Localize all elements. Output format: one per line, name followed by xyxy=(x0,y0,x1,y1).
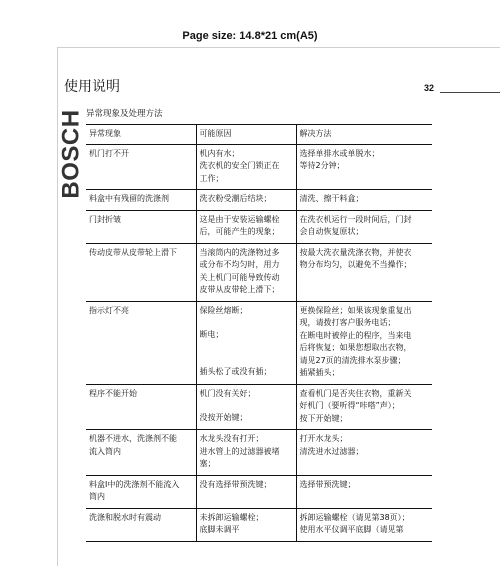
solution-cell xyxy=(296,144,432,190)
section-title: 异常现象及处理方法 xyxy=(86,109,163,119)
cause-cell xyxy=(196,430,296,476)
cell-text: 机门没有关好； xyxy=(199,388,256,398)
symptom-cell xyxy=(86,475,196,508)
symptom-cell xyxy=(86,301,196,384)
cell-text: 塞； xyxy=(199,459,216,468)
cell-text: 现，请拨打客户服务电话； xyxy=(299,318,396,327)
cell-text: 好机门（要听得“咔嗒”声）； xyxy=(299,401,400,410)
solution-cell xyxy=(296,301,432,384)
solution-cell xyxy=(296,190,432,211)
solution-cell xyxy=(296,430,432,476)
cell-text: 传动皮带从皮带轮上滑下 xyxy=(89,247,177,257)
cell-text: 拆卸运输螺栓（请见第38页）； xyxy=(299,512,410,522)
troubleshooting-table xyxy=(86,124,432,542)
table-row xyxy=(86,144,432,190)
column-header-cause: 可能原因 xyxy=(196,125,296,145)
cause-cell xyxy=(196,384,296,430)
cell-text: 清洗、擦干料盒； xyxy=(299,194,364,203)
table-row xyxy=(86,475,432,508)
table-row xyxy=(86,243,432,301)
cell-text: 选择带预洗键； xyxy=(299,479,356,489)
cell-text: 底脚未调平 xyxy=(199,525,240,534)
table-row xyxy=(86,301,432,384)
cell-text: 程序不能开始 xyxy=(89,388,137,398)
cause-cell xyxy=(196,144,296,190)
cell-text: 后将恢复；如果您想取出衣物， xyxy=(299,343,412,352)
column-header-solution: 解决方法 xyxy=(296,125,432,145)
cell-text: 在洗衣机运行一段时间后，门封 xyxy=(299,214,412,224)
cell-text: 流入筒内 xyxy=(89,446,121,456)
cell-text: 物分布均匀，以避免不当操作； xyxy=(299,260,412,269)
table-row xyxy=(86,384,432,430)
cell-text: 按下开始键； xyxy=(299,413,348,423)
cause-cell xyxy=(196,508,296,541)
page-frame-top-line xyxy=(57,47,500,48)
symptom-cell xyxy=(86,430,196,476)
cell-text: 选择单排水或单脱水； xyxy=(299,148,380,158)
symptom-cell xyxy=(86,144,196,190)
cell-text: 当滚筒内的洗涤物过多 xyxy=(199,247,280,257)
cell-text: 插紧插头； xyxy=(299,368,340,377)
cell-text: 料盒I中的洗涤剂不能流入 xyxy=(89,479,180,489)
cell-text: 料盒中有残留的洗涤剂 xyxy=(89,194,169,203)
table-row xyxy=(86,210,432,243)
symptom-cell xyxy=(86,384,196,430)
cell-text: 请见27页的清洗排水泵步骤； xyxy=(299,355,406,365)
cell-text: 等待2分钟； xyxy=(299,161,345,170)
solution-cell xyxy=(296,384,432,430)
cell-text: 皮带从皮带轮上滑下； xyxy=(199,285,280,294)
solution-cell xyxy=(296,508,432,541)
table-row xyxy=(86,508,432,541)
symptom-cell xyxy=(86,508,196,541)
table-row xyxy=(86,190,432,211)
cause-cell xyxy=(196,475,296,508)
cause-cell xyxy=(196,301,296,384)
cell-text: 机器不进水，洗涤剂不能 xyxy=(89,434,177,443)
cell-text: 更换保险丝；如果该现象重复出 xyxy=(299,305,412,315)
solution-cell xyxy=(296,210,432,243)
cell-text: 保险丝熔断； xyxy=(199,305,248,315)
cell-text: 洗衣机的安全门锁正在 xyxy=(199,161,280,170)
cell-text: 在断电时被停止的程序，当来电 xyxy=(299,330,412,340)
column-header-symptom: 异常现象 xyxy=(86,125,196,145)
cell-text: 机内有水； xyxy=(199,148,240,158)
cell-text: 未拆卸运输螺栓； xyxy=(199,512,264,522)
bosch-logo-text: BOSCH xyxy=(58,109,86,199)
cell-text: 关上机门可能导致传动 xyxy=(199,272,280,282)
cell-text: 指示灯不亮 xyxy=(89,305,129,315)
page-number-rule xyxy=(440,92,500,93)
solution-cell xyxy=(296,475,432,508)
cell-text: 洗涤和脱水时有震动 xyxy=(89,512,161,522)
cell-text: 清洗进水过滤器； xyxy=(299,446,364,456)
cause-cell xyxy=(196,243,296,301)
cause-cell xyxy=(196,190,296,211)
cell-text: 会自动恢复原状； xyxy=(299,227,364,236)
table-header-row xyxy=(86,125,432,145)
cell-text: 打开水龙头； xyxy=(299,434,348,443)
cell-text: 或分布不均匀时，用力 xyxy=(199,260,280,269)
symptom-cell xyxy=(86,210,196,243)
table-row xyxy=(86,430,432,476)
symptom-cell xyxy=(86,190,196,211)
cell-text: 筒内 xyxy=(89,492,105,501)
page-number: 32 xyxy=(424,83,435,93)
cell-text: 水龙头没有打开； xyxy=(199,434,264,443)
cell-text: 按最大洗衣量洗涤衣物，并使衣 xyxy=(299,247,412,257)
cell-text: 查看机门是否夹住衣物，重新关 xyxy=(299,388,412,398)
cell-text: 使用水平仪调平底脚（请见第 xyxy=(299,525,404,534)
solution-cell xyxy=(296,243,432,301)
cell-text: 没有选择带预洗键； xyxy=(199,479,272,489)
cell-text: 进水管上的过滤器被堵 xyxy=(199,446,280,456)
page-size-spec: Page size: 14.8*21 cm(A5) xyxy=(182,30,318,42)
cell-text: 门封折皱 xyxy=(89,214,121,224)
cell-text: 工作； xyxy=(199,173,224,183)
symptom-cell xyxy=(86,243,196,301)
cause-cell xyxy=(196,210,296,243)
cell-text: 机门打不开 xyxy=(89,148,129,158)
manual-title: 使用说明 xyxy=(64,79,120,95)
cell-text: 插头松了或没有插； xyxy=(199,366,272,376)
cell-text: 洗衣粉受潮后结块； xyxy=(199,194,272,203)
cell-text: 这是由于安装运输螺栓 xyxy=(199,214,280,224)
cell-text: 断电； xyxy=(199,330,224,339)
cell-text: 后，可能产生的现象； xyxy=(199,227,280,236)
cell-text: 没按开始键； xyxy=(199,413,248,422)
